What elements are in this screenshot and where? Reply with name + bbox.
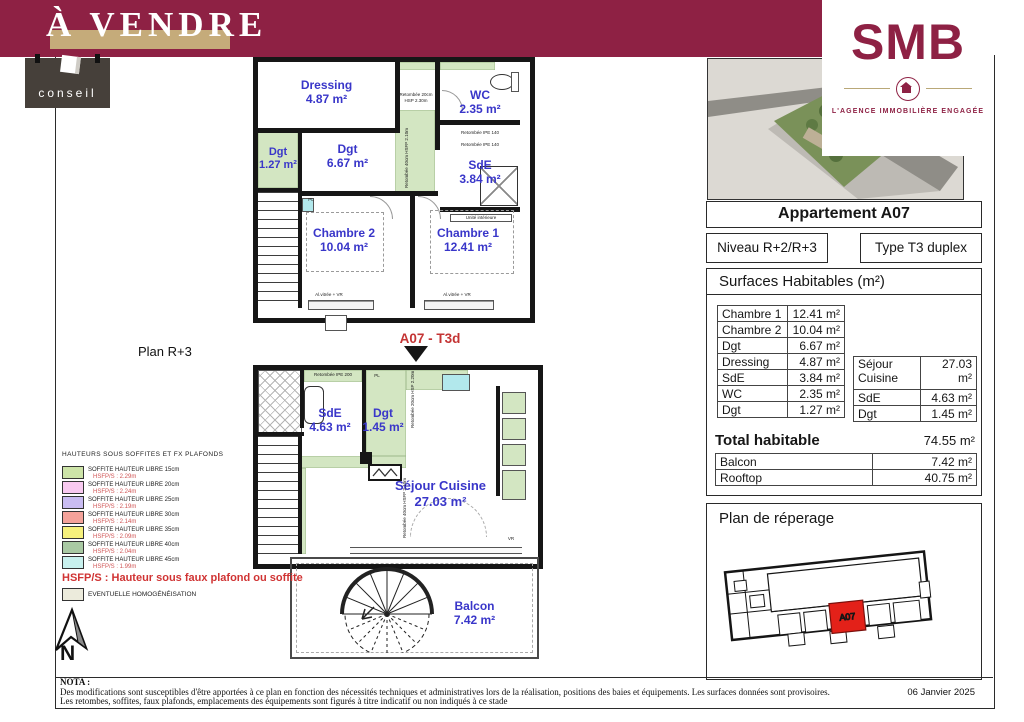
surface-value: 27.03 m² bbox=[921, 357, 977, 390]
house-glyph bbox=[902, 87, 911, 93]
document-date: 06 Janvier 2025 bbox=[907, 687, 975, 698]
divider-line bbox=[926, 88, 972, 89]
ceiling-zone bbox=[395, 62, 440, 70]
room-area: 3.84 m² bbox=[459, 172, 501, 187]
room-name: Chambre 2 bbox=[312, 226, 376, 240]
agency-logo-card bbox=[822, 6, 994, 156]
floorplan-r2 bbox=[253, 57, 535, 323]
table-row bbox=[854, 406, 977, 422]
unit-label: A07 - T3d bbox=[399, 331, 461, 346]
surfaces-section bbox=[706, 268, 982, 496]
surface-value: 1.45 m² bbox=[921, 406, 977, 422]
surface-name: Dressing bbox=[718, 354, 788, 370]
legend-label: SOFFITE HAUTEUR LIBRE 40cm bbox=[88, 542, 180, 548]
beam-annotation: Retombée IPE 140 bbox=[460, 142, 500, 147]
agency-tagline: L'AGENCE IMMOBILIÈRE ENGAGÉE bbox=[831, 107, 985, 115]
surface-name: Chambre 2 bbox=[718, 322, 788, 338]
divider-line bbox=[844, 88, 890, 89]
balcony bbox=[290, 557, 539, 659]
surface-value: 1.27 m² bbox=[787, 402, 844, 418]
table-row bbox=[716, 470, 977, 486]
legend-swatch bbox=[62, 496, 84, 509]
floorplan-r3 bbox=[253, 365, 543, 569]
beam-annotation bbox=[386, 92, 446, 103]
room-label-dgt-r3 bbox=[358, 406, 408, 435]
table-row bbox=[718, 386, 845, 402]
ceiling-zone bbox=[440, 62, 495, 70]
legend-title: HAUTEURS SOUS SOFFITES ET FX PLAFONDS bbox=[62, 451, 224, 458]
room-label-chambre2 bbox=[288, 226, 400, 255]
legend-swatch bbox=[62, 526, 84, 539]
legend-sublabel: HSFP/S : 1.99m bbox=[93, 564, 137, 570]
room-area: 4.63 m² bbox=[309, 420, 351, 435]
surface-value: 12.41 m² bbox=[787, 306, 844, 322]
surface-name: Dgt bbox=[854, 406, 921, 422]
room-name: Chambre 1 bbox=[436, 226, 500, 240]
window-label: VR bbox=[507, 536, 515, 541]
room-label-sde bbox=[444, 158, 516, 187]
room-label-dgt-667 bbox=[300, 142, 395, 171]
surface-value: 10.04 m² bbox=[787, 322, 844, 338]
closet-label: PL bbox=[308, 197, 314, 202]
for-sale-banner bbox=[0, 0, 822, 57]
room-name: Dgt bbox=[373, 406, 393, 420]
window-label: Al.vitrée + VR bbox=[315, 292, 343, 297]
storage-hatch bbox=[258, 370, 302, 434]
room-area: 10.04 m² bbox=[319, 240, 369, 255]
legend-swatch-homog bbox=[62, 588, 84, 601]
legend-swatch bbox=[62, 511, 84, 524]
legend-sublabel: HSFP/S : 2.09m bbox=[93, 534, 137, 540]
surface-name: Dgt bbox=[718, 338, 788, 354]
legend-label: SOFFITE HAUTEUR LIBRE 30cm bbox=[88, 512, 180, 518]
surface-value: 7.42 m² bbox=[872, 454, 976, 470]
beam-annotation-vertical: Retombée 20cm HSP 2.20m bbox=[410, 370, 415, 428]
apartment-title: Appartement A07 bbox=[778, 205, 910, 222]
legend-label: SOFFITE HAUTEUR LIBRE 25cm bbox=[88, 497, 180, 503]
room-name: Dgt bbox=[268, 146, 288, 158]
beam-annotation: Retombée IPE 200 bbox=[313, 372, 353, 377]
surface-value: 2.35 m² bbox=[787, 386, 844, 402]
surface-name: WC bbox=[718, 386, 788, 402]
ceiling-zone bbox=[395, 110, 435, 192]
nota-line: Des modifications sont susceptibles d'être apportées à ce plan en fonction des nécessités techniques et administratives lors de la réalisation, positions des baies et équipements. Les surfaces données sont provisoires. bbox=[60, 686, 830, 697]
agency-divider bbox=[822, 77, 994, 101]
table-row bbox=[718, 338, 845, 354]
room-label-wc bbox=[440, 88, 520, 117]
agency-name: SMB bbox=[850, 14, 966, 70]
house-icon bbox=[896, 77, 920, 101]
window bbox=[350, 547, 522, 554]
legend-label: SOFFITE HAUTEUR LIBRE 35cm bbox=[88, 527, 180, 533]
legend-swatch bbox=[62, 541, 84, 554]
table-row bbox=[854, 390, 977, 406]
legend-note: HSFP/S : Hauteur sous faux plafond ou soffite bbox=[62, 572, 303, 584]
room-area: 1.27 m² bbox=[259, 159, 297, 172]
plan-r3-title: Plan R+3 bbox=[138, 344, 192, 359]
room-name: WC bbox=[470, 88, 490, 102]
duct-block bbox=[442, 374, 470, 391]
surface-name: SdE bbox=[718, 370, 788, 386]
kitchen-appliance bbox=[502, 418, 526, 440]
door-arc bbox=[370, 196, 393, 219]
table-row bbox=[718, 322, 845, 338]
closet-label: PL bbox=[374, 373, 380, 378]
conseil-logo-paper bbox=[60, 55, 81, 74]
surface-value: 4.87 m² bbox=[787, 354, 844, 370]
nota-block bbox=[60, 678, 960, 707]
surface-value: 4.63 m² bbox=[921, 390, 977, 406]
table-row bbox=[718, 306, 845, 322]
nota-title: NOTA : bbox=[60, 677, 91, 687]
wall bbox=[360, 452, 372, 464]
legend-sublabel: HSFP/S : 2.04m bbox=[93, 549, 137, 555]
room-area: 1.45 m² bbox=[362, 420, 404, 435]
total-row bbox=[715, 432, 975, 449]
legend-label: SOFFITE HAUTEUR LIBRE 15cm bbox=[88, 467, 180, 473]
surfaces-table-left bbox=[717, 305, 845, 418]
legend-sublabel: HSFP/S : 2.24m bbox=[93, 489, 137, 495]
annotation-text: Retombée 20cm bbox=[399, 92, 433, 97]
surface-name: Séjour Cuisine bbox=[854, 357, 921, 390]
room-label-sejour bbox=[373, 478, 508, 509]
beam-annotation-vertical: Retombée 40cm HSFP 2.10m bbox=[402, 478, 407, 538]
level-label: Niveau R+2/R+3 bbox=[717, 240, 817, 255]
room-name: Dgt bbox=[337, 142, 358, 156]
window-label: Al.vitrée + VR bbox=[443, 292, 471, 297]
room-name: SdE bbox=[468, 158, 492, 172]
surface-value: 6.67 m² bbox=[787, 338, 844, 354]
down-arrow bbox=[404, 346, 428, 362]
unit-interieure-label: Unité intérieure bbox=[450, 214, 512, 222]
legend-swatch bbox=[62, 556, 84, 569]
surface-value: 3.84 m² bbox=[787, 370, 844, 386]
staircase bbox=[258, 436, 302, 554]
exterior-surfaces-table bbox=[715, 453, 977, 486]
legend-label: SOFFITE HAUTEUR LIBRE 20cm bbox=[88, 482, 180, 488]
kitchen-appliance bbox=[502, 444, 526, 466]
room-area: 2.35 m² bbox=[459, 102, 501, 117]
surface-name: Chambre 1 bbox=[718, 306, 788, 322]
surface-value: 40.75 m² bbox=[872, 470, 976, 486]
legend-label-homog: EVENTUELLE HOMOGÉNÉISATION bbox=[88, 591, 197, 598]
conseil-logo-mark bbox=[95, 54, 100, 63]
apartment-title-box bbox=[706, 201, 982, 228]
north-label: N bbox=[60, 642, 76, 665]
conseil-logo bbox=[25, 58, 110, 108]
conseil-logo-mark bbox=[35, 54, 40, 63]
legend-swatch bbox=[62, 481, 84, 494]
room-name: Balcon bbox=[454, 599, 495, 613]
legend-sublabel: HSFP/S : 2.14m bbox=[93, 519, 137, 525]
type-label: Type T3 duplex bbox=[874, 240, 968, 255]
wall bbox=[440, 120, 520, 125]
surfaces-table-right bbox=[853, 356, 977, 422]
wall bbox=[410, 193, 415, 308]
level-box bbox=[706, 233, 828, 263]
legend-swatch bbox=[62, 466, 84, 479]
total-value: 74.55 m² bbox=[923, 433, 975, 448]
type-box bbox=[860, 233, 982, 263]
surface-name: SdE bbox=[854, 390, 921, 406]
wall bbox=[298, 191, 438, 196]
surface-name: Balcon bbox=[716, 454, 873, 470]
table-row bbox=[718, 370, 845, 386]
annotation-text: HSP 2.30m bbox=[404, 97, 428, 103]
room-label-sde-r3 bbox=[298, 406, 362, 435]
beam-annotation: Retombée IPE 140 bbox=[460, 130, 500, 135]
window bbox=[424, 300, 494, 310]
nota-line: Les retombes, soffites, faux plafonds, emplacements des équipements sont figurés à titre indicatif ou non indiqués à ce stade bbox=[60, 696, 508, 706]
room-label-balcon bbox=[422, 599, 527, 628]
room-area: 12.41 m² bbox=[443, 240, 493, 255]
door-arc bbox=[418, 196, 441, 219]
room-label-dgt-127 bbox=[254, 146, 302, 172]
surface-name: Dgt bbox=[718, 402, 788, 418]
room-label-dressing bbox=[258, 78, 395, 107]
surfaces-title: Surfaces Habitables (m²) bbox=[707, 269, 981, 295]
table-row bbox=[716, 454, 977, 470]
legend-sublabel: HSFP/S : 2.19m bbox=[93, 504, 137, 510]
beam-annotation-vertical: Retombée 40cm HSFP 2.10m bbox=[404, 128, 409, 188]
banner-title: À VENDRE bbox=[46, 5, 268, 44]
reperage-map bbox=[707, 530, 983, 678]
table-row bbox=[854, 357, 977, 390]
legend-sublabel: HSFP/S : 2.29m bbox=[93, 474, 137, 480]
table-row bbox=[718, 402, 845, 418]
legend-label: SOFFITE HAUTEUR LIBRE 45cm bbox=[88, 557, 180, 563]
exterior-unit-box bbox=[325, 315, 347, 331]
total-label: Total habitable bbox=[715, 432, 820, 449]
room-area: 27.03 m² bbox=[414, 493, 467, 509]
room-label-chambre1 bbox=[416, 226, 520, 255]
surface-name: Rooftop bbox=[716, 470, 873, 486]
reperage-section bbox=[706, 503, 982, 680]
room-area: 6.67 m² bbox=[326, 156, 369, 171]
reperage-title: Plan de réperage bbox=[719, 510, 835, 527]
reperage-unit-tag: A07 bbox=[838, 611, 856, 623]
room-name: SdE bbox=[318, 406, 342, 420]
table-row bbox=[718, 354, 845, 370]
window bbox=[308, 300, 374, 310]
kitchen-appliance bbox=[502, 392, 526, 414]
conseil-logo-text: conseil bbox=[38, 86, 97, 100]
room-area: 7.42 m² bbox=[453, 613, 496, 628]
wall bbox=[258, 128, 400, 133]
room-name: Séjour Cuisine bbox=[394, 478, 487, 493]
room-area: 4.87 m² bbox=[305, 92, 348, 107]
room-name: Dressing bbox=[300, 78, 353, 92]
